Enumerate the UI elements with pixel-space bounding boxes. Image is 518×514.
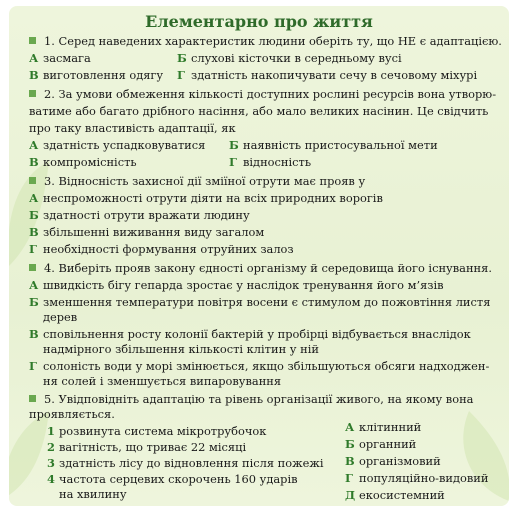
question-2-line-2: ватиме або багато дрібного насіння, або мало великих насінин. Це свідчить [29,104,489,118]
question-2-line-3: про таку властивість адаптації, як [29,121,236,135]
square-bullet-icon [29,395,36,402]
q4-option-b-line-2: дерев [43,310,78,324]
q5-item-3: 3 здатність лісу до відновлення після пожежі [47,456,324,470]
q4-option-d: Г солоність води у морі змінюється, якщо збільшуються обсяги надходжен- [29,359,490,373]
q3-option-b: Б здатності отрути вражати людину [29,208,250,222]
q4-option-c-line-2: надмірного збільшення кількості клітин у ній [43,342,319,356]
square-bullet-icon [29,90,36,97]
q5-item-1: 1 розвинута система мікротрубочок [47,424,267,438]
q2-option-d: Г відносність [229,155,312,169]
q2-option-a: А здатність успадковуватися [29,138,206,152]
q4-option-a: А швидкість бігу гепарда зростає у наслідок тренування його м’язів [29,278,444,292]
question-3: 3. Відносність захисної дії зміїної отрути має прояв у [29,174,365,188]
q3-option-d: Г необхідності формування отруйних залоз [29,242,294,256]
page-title: Елементарно про життя [145,12,373,31]
q5-level-c: В організмовий [345,454,441,468]
q5-level-b: Б органний [345,437,417,451]
q2-option-b: Б наявність пристосувальної мети [229,138,438,152]
question-5-line-1: 5. Увідповідніть адаптацію та рівень організації живого, на якому вона [29,392,473,406]
q5-level-d: Г популяційно-видовий [345,471,489,485]
q1-option-b: Б слухові кісточки в середньому вусі [177,51,402,65]
q4-option-b: Б зменшення температури повітря восени є стимулом до пожовтіння листя [29,295,491,309]
q1-option-d: Г здатність накопичувати сечу в сечовому міхурі [177,68,478,82]
q4-option-c: В сповільнення росту колонії бактерій у пробірці відбувається внаслідок [29,327,471,341]
square-bullet-icon [29,264,36,271]
q2-option-c: В компромісність [29,155,137,169]
question-4: 4. Виберіть прояв закону єдності організму й середовища його існування. [29,261,492,275]
leaf-decoration-icon [449,406,509,506]
q5-level-e: Д екосистемний [345,488,445,502]
task-card [9,6,509,506]
q4-option-d-line-2: ня солей і зменшується випаровування [43,374,282,388]
question-5-line-2: проявляється. [29,407,115,421]
question-1: 1. Серед наведених характеристик людини оберіть ту, що НЕ є адаптацією. [29,34,502,48]
q1-option-a: А засмага [29,51,91,65]
q3-option-c: В збільшенні виживання виду загалом [29,225,265,239]
q5-item-4-line-2: на хвилину [59,487,127,501]
q5-item-4: 4 частота серцевих скорочень 160 ударів [47,472,298,486]
q5-item-2: 2 вагітність, що триває 22 місяці [47,440,247,454]
square-bullet-icon [29,37,36,44]
q3-option-a: А неспроможності отрути діяти на всіх природних ворогів [29,191,383,205]
q5-level-a: А клітинний [345,420,422,434]
question-2-line-1: 2. За умови обмеження кількості доступних рослині ресурсів вона утворю- [29,87,496,101]
q1-option-c: В виготовлення одягу [29,68,164,82]
square-bullet-icon [29,177,36,184]
